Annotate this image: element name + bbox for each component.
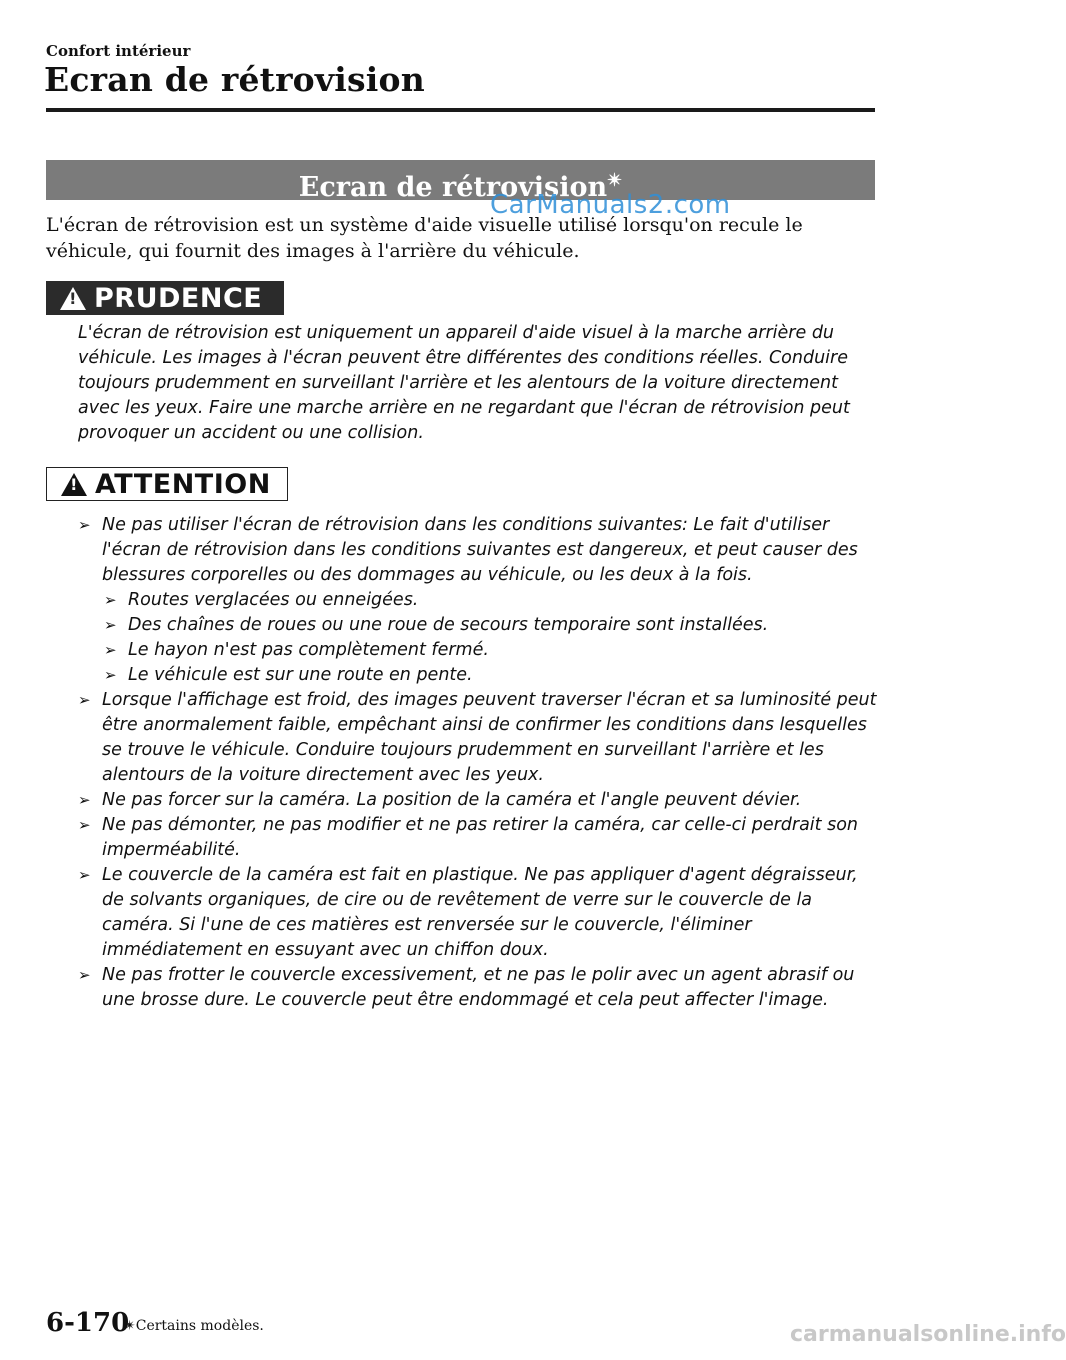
attention-label-box (46, 467, 288, 501)
site-watermark: carmanualsonline.info (790, 1322, 1066, 1347)
attention-label: ATTENTION (95, 468, 271, 500)
banner-title: Ecran de rétrovision (298, 172, 608, 203)
list-item: ➢ Ne pas utiliser l'écran de rétrovision dans les conditions suivantes: Le fait d'utiliser l'écran de rétrovision dans les conditions suivantes est dangereux, et peut causer des blessures corporelles ou des dommages au véhicule, ou les deux à la fois. (78, 515, 858, 585)
list-item: ➢ Le couvercle de la caméra est fait en plastique. Ne pas appliquer d'agent dégraisseur, de solvants organiques, de cire ou de revêtement de verre sur le couvercle de la caméra. Si l'une de ces matières est renversée sur le couvercle, l'éliminer immédiatement en essuyant avec un chiffon doux. (78, 865, 858, 960)
arrow-bullet-icon: ➢ (78, 866, 91, 884)
prudence-label: PRUDENCE (94, 282, 263, 314)
arrow-bullet-icon: ➢ (78, 516, 91, 534)
watermark-logo: CarManuals2.com (490, 190, 731, 220)
section-label: Confort intérieur (46, 42, 191, 60)
page-number: 6-170 (46, 1308, 130, 1338)
footer-note: ✴Certains modèles. (124, 1318, 264, 1334)
arrow-bullet-icon: ➢ (104, 591, 117, 609)
arrow-bullet-icon: ➢ (104, 616, 117, 634)
page-title: Ecran de rétrovision (44, 60, 425, 99)
intro-paragraph: L'écran de rétrovision est un système d'aide visuelle utilisé lorsqu'on recule le véhicule, qui fournit des images à l'arrière du véhicule. (46, 214, 803, 262)
attention-list (78, 513, 878, 1013)
sub-list-item: ➢ Routes verglacées ou enneigées. (104, 588, 878, 613)
star-icon: ✴ (607, 170, 623, 191)
arrow-bullet-icon: ➢ (104, 641, 117, 659)
list-item: ➢ Ne pas frotter le couvercle excessivement, et ne pas le polir avec un agent abrasif ou une brosse dure. Le couvercle peut être endommagé et cela peut affecter l'image. (78, 965, 855, 1010)
list-item: ➢ Ne pas forcer sur la caméra. La position de la caméra et l'angle peuvent dévier. (78, 788, 878, 813)
arrow-bullet-icon: ➢ (78, 966, 91, 984)
sub-list-item: ➢ Le véhicule est sur une route en pente. (104, 663, 878, 688)
sub-list-item: ➢ Le hayon n'est pas complètement fermé. (104, 638, 878, 663)
prudence-label-box (46, 281, 284, 315)
arrow-bullet-icon: ➢ (104, 666, 117, 684)
sub-list-item: ➢ Des chaînes de roues ou une roue de secours temporaire sont installées. (104, 613, 878, 638)
section-banner (46, 160, 875, 203)
arrow-bullet-icon: ➢ (78, 691, 91, 709)
list-item: ➢ Lorsque l'affichage est froid, des images peuvent traverser l'écran et sa luminosité peut être anormalement faible, empêchant ainsi de confirmer les conditions dans lesquelles se trouve le véhicule. Conduire toujours prudemment en surveillant l'arrière et les alentours de la voiture directement avec les yeux. (78, 690, 877, 785)
warning-icon: ! (61, 473, 87, 496)
heading-rule (46, 108, 875, 112)
arrow-bullet-icon: ➢ (78, 816, 91, 834)
warning-icon: ! (60, 287, 86, 310)
arrow-bullet-icon: ➢ (78, 791, 91, 809)
prudence-text: L'écran de rétrovision est uniquement un appareil d'aide visuel à la marche arrière du véhicule. Les images à l'écran peuvent être différentes des conditions réelles. Conduire toujours prudemment en surveillant l'arrière et les alentours de la voiture directement avec les yeux. Faire une marche arrière en ne regardant que l'écran de rétrovision peut provoquer un accident ou une collision. (78, 323, 850, 443)
list-item: ➢ Ne pas démonter, ne pas modifier et ne pas retirer la caméra, car celle-ci perdrait son imperméabilité. (78, 815, 859, 860)
